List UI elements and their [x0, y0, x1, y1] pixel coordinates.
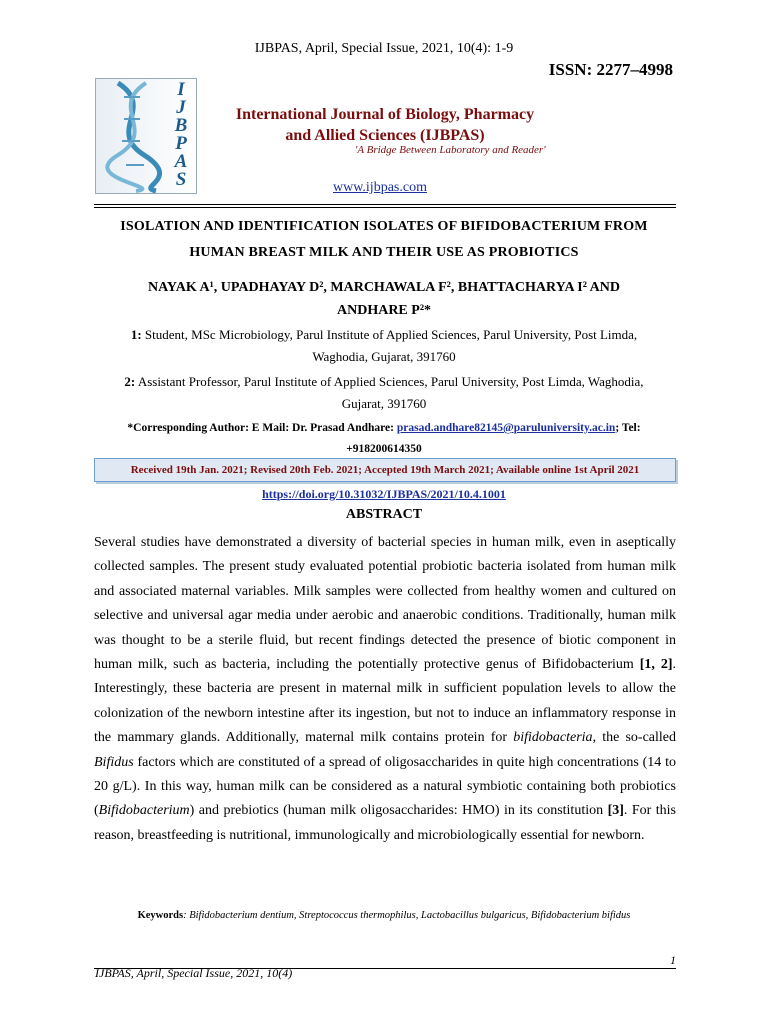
- footer-citation: IJBPAS, April, Special Issue, 2021, 10(4): [95, 966, 293, 980]
- abstract-text-part: , the so-called: [592, 730, 677, 746]
- abstract-italic-term: Bifidus: [94, 754, 134, 770]
- abstract-text-part: ) and prebiotics (human milk oligosaccharides: HMO) in its constitution: [189, 803, 604, 819]
- author-list-line1: NAYAK A¹, UPADHAYAY D², MARCHAWALA F², BHATTACHARYA I² AND: [147, 280, 621, 295]
- issn: ISSN: 2277–4998: [548, 60, 673, 79]
- journal-motto: 'A Bridge Between Laboratory and Reader': [355, 144, 546, 156]
- journal-website-link[interactable]: www.ijbpas.com: [333, 180, 427, 195]
- corresponding-email-link[interactable]: prasad.andhare82145@paruluniversity.ac.in: [396, 422, 616, 434]
- abstract-text-part: . Interestingly, these bacteria are present in maternal milk in sufficient population levels to allow the colonization of the newborn intestine after its ingestion, but not to induce an inflammatory response in the mammary glands. Additionally, maternal milk contains protein for: [94, 657, 676, 746]
- journal-logo: [95, 78, 197, 194]
- logo-letter: P: [175, 133, 187, 154]
- logo-letter: J: [176, 97, 186, 118]
- header-citation: IJBPAS, April, Special Issue, 2021, 10(4): 1-9: [254, 41, 514, 56]
- logo-letter: I: [177, 79, 185, 100]
- corresponding-tel-label: ; Tel:: [615, 422, 641, 434]
- header-divider: [94, 204, 676, 205]
- paper-title-line1: ISOLATION AND IDENTIFICATION ISOLATES OF BIFIDOBACTERIUM FROM: [120, 219, 648, 234]
- logo-letter: B: [174, 115, 188, 136]
- keywords: [0, 910, 768, 921]
- keywords-label: Keywords: [137, 910, 184, 921]
- affiliation-1-line1: Student, MSc Microbiology, Parul Institute of Applied Sciences, Parul University, Post Limda,: [144, 327, 638, 342]
- corresponding-author: [0, 418, 768, 460]
- abstract-text-part: . For this reason, breastfeeding is nutritional, immunologically and microbiologically essential for newborn.: [94, 803, 677, 843]
- affiliation-1-number: 1:: [130, 327, 142, 342]
- logo-letter: A: [174, 151, 188, 172]
- affiliation-2-line2: Gujarat, 391760: [341, 396, 427, 411]
- publication-dates: Received 19th Jan. 2021; Revised 20th Feb. 2021; Accepted 19th March 2021; Available online 1st April 2021: [94, 458, 676, 482]
- abstract-italic-term: bifidobacteria: [513, 730, 593, 746]
- logo-letter: S: [175, 169, 187, 190]
- affiliation-2: [0, 371, 768, 415]
- paper-title: [0, 214, 768, 266]
- author-list-line2: ANDHARE P²*: [336, 303, 432, 318]
- header-divider-2: [94, 207, 676, 208]
- abstract-heading: ABSTRACT: [345, 507, 423, 522]
- abstract-italic-term: Bifidobacterium: [98, 803, 190, 819]
- affiliation-2-line1: Assistant Professor, Parul Institute of Applied Sciences, Parul University, Post Limda, Waghodia,: [137, 374, 644, 389]
- citation-ref: [3]: [607, 803, 624, 819]
- keywords-list: : Bifidobacterium dentium, Streptococcus thermophilus, Lactobacillus bulgaricus, Bifidobacterium bifidus: [183, 910, 631, 921]
- doi-link[interactable]: https://doi.org/10.31032/IJBPAS/2021/10.4.1001: [262, 487, 506, 501]
- affiliation-1: [0, 324, 768, 368]
- page-number: 1: [670, 953, 676, 967]
- journal-title: [205, 104, 565, 146]
- logo-letter: [170, 81, 192, 189]
- author-list: [0, 276, 768, 322]
- paper-title-line2: HUMAN BREAST MILK AND THEIR USE AS PROBIOTICS: [189, 245, 579, 260]
- abstract-text-part: factors which are constituted of a spread of oligosaccharides in quite high concentrations (14 to 20 g/L). In this way, human milk can be considered as a natural symbiotic containing both probiotics (: [94, 754, 676, 819]
- affiliation-1-line2: Waghodia, Gujarat, 391760: [312, 349, 456, 364]
- journal-title-line2: and Allied Sciences (IJBPAS): [285, 127, 485, 144]
- abstract-text-part: Several studies have demonstrated a diversity of bacterial species in human milk, even in aseptically collected samples. The present study evaluated potential probiotic bacteria isolated from human milk and associated maternal variables. Milk samples were collected from healthy women and cultured on selective and universal agar media under aerobic and anaerobic conditions. Traditionally, human milk was thought to be a sterile fluid, but recent findings detected the presence of biotic component in human milk, such as bacteria, including the potentially protective genus of Bifidobacterium: [94, 535, 676, 673]
- abstract-text: [94, 531, 676, 848]
- citation-ref: [1, 2]: [639, 657, 673, 673]
- logo-letters: [170, 81, 192, 189]
- affiliation-2-number: 2:: [124, 374, 136, 389]
- corresponding-author-label: *Corresponding Author: E Mail: Dr. Prasad Andhare:: [127, 422, 394, 434]
- corresponding-tel: +918200614350: [346, 443, 422, 455]
- journal-title-line1: International Journal of Biology, Pharmacy: [235, 106, 535, 123]
